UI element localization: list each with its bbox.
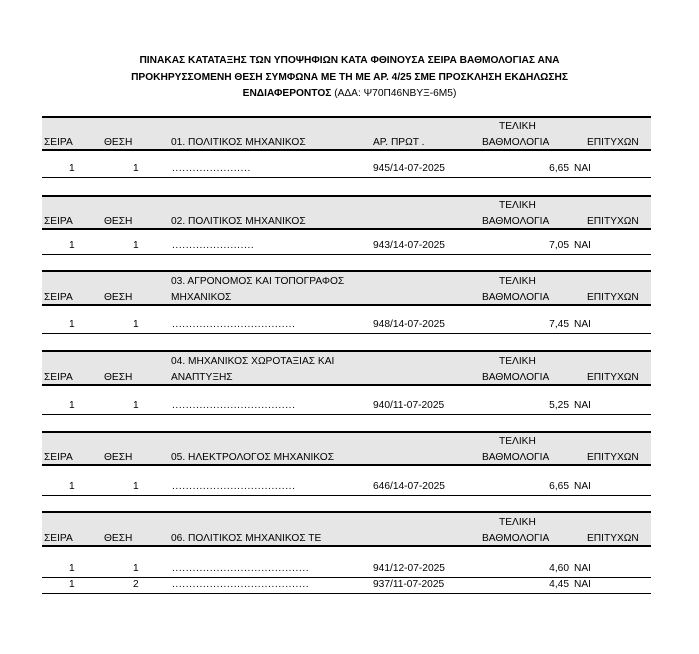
table-row [42, 318, 651, 334]
title-line-2: ΠΡΟΚΗΡΥΣΣΟΜΕΝΗ ΘΕΣΗ ΣΥΜΦΩΝΑ ΜΕ ΤΗ ΜΕ ΑΡ. 4/25 ΣΜΕ ΠΡΟΣΚΛΗΣΗ ΕΚΔΗΛΩΣΗΣ [131, 71, 568, 83]
table-header [42, 116, 651, 151]
cell-candidate-placeholder: ........................................ [172, 579, 310, 590]
cell-score: 4,45 [549, 579, 569, 590]
col-header-vathmologia: ΒΑΘΜΟΛΟΓΙΑ [482, 533, 550, 544]
cell-candidate-placeholder: ........................ [172, 240, 255, 251]
cell-ar-prot: 937/11-07-2025 [373, 579, 445, 590]
position-title: 06. ΠΟΛΙΤΙΚΟΣ ΜΗΧΑΝΙΚΟΣ ΤΕ [171, 533, 322, 544]
cell-epityxon: ΝΑΙ [574, 163, 591, 174]
cell-epityxon: ΝΑΙ [574, 400, 591, 411]
title-line-3 [0, 86, 699, 103]
col-header-teliki: ΤΕΛΙΚΗ [499, 356, 536, 367]
cell-epityxon: ΝΑΙ [574, 319, 591, 330]
col-header-vathmologia: ΒΑΘΜΟΛΟΓΙΑ [482, 292, 550, 303]
table-header [42, 431, 651, 466]
col-header-ar-prot: ΑΡ. ΠΡΩΤ . [373, 137, 425, 148]
cell-seira: 1 [69, 319, 75, 330]
cell-score: 6,65 [549, 163, 569, 174]
position-title-line-1: 04. ΜΗΧΑΝΙΚΟΣ ΧΩΡΟΤΑΞΙΑΣ ΚΑΙ [171, 356, 335, 367]
col-header-epityxon: ΕΠΙΤΥΧΩΝ [587, 372, 639, 383]
table-row [42, 399, 651, 415]
col-header-seira: ΣΕΙΡΑ [44, 137, 73, 148]
cell-epityxon: ΝΑΙ [574, 563, 591, 574]
position-title: 01. ΠΟΛΙΤΙΚΟΣ ΜΗΧΑΝΙΚΟΣ [171, 137, 306, 148]
col-header-vathmologia: ΒΑΘΜΟΛΟΓΙΑ [482, 137, 550, 148]
cell-thesi: 1 [133, 481, 139, 492]
title-line-1: ΠΙΝΑΚΑΣ ΚΑΤΑΤΑΞΗΣ ΤΩΝ ΥΠΟΨΗΦΙΩΝ ΚΑΤΑ ΦΘΙΝΟΥΣΑ ΣΕΙΡΑ ΒΑΘΜΟΛΟΓΙΑΣ ΑΝΑ [139, 55, 560, 66]
cell-candidate-placeholder: ....................... [172, 163, 251, 174]
table-header [42, 195, 651, 230]
col-header-teliki: ΤΕΛΙΚΗ [499, 121, 536, 132]
cell-thesi: 1 [133, 240, 139, 251]
col-header-thesi: ΘΕΣΗ [104, 137, 133, 148]
col-header-thesi: ΘΕΣΗ [104, 372, 133, 383]
title-line-3-bold: ΕΝΔΙΑΦΕΡΟΝΤΟΣ [242, 88, 332, 99]
cell-ar-prot: 943/14-07-2025 [373, 240, 445, 251]
col-header-teliki: ΤΕΛΙΚΗ [499, 436, 536, 447]
cell-candidate-placeholder: .................................... [172, 481, 296, 492]
cell-thesi: 1 [133, 163, 139, 174]
col-header-epityxon: ΕΠΙΤΥΧΩΝ [587, 292, 639, 303]
cell-thesi: 1 [133, 563, 139, 574]
cell-candidate-placeholder: ........................................ [172, 563, 310, 574]
cell-ar-prot: 948/14-07-2025 [373, 319, 445, 330]
document-title [0, 53, 699, 103]
col-header-teliki: ΤΕΛΙΚΗ [499, 276, 536, 287]
cell-thesi: 1 [133, 400, 139, 411]
col-header-teliki: ΤΕΛΙΚΗ [499, 200, 536, 211]
cell-epityxon: ΝΑΙ [574, 481, 591, 492]
col-header-vathmologia: ΒΑΘΜΟΛΟΓΙΑ [482, 216, 550, 227]
position-title-line-2: ΑΝΑΠΤΥΞΗΣ [171, 372, 233, 383]
cell-score: 5,25 [549, 400, 569, 411]
table-row [42, 562, 651, 578]
table-row [42, 239, 651, 255]
col-header-epityxon: ΕΠΙΤΥΧΩΝ [587, 216, 639, 227]
cell-thesi: 2 [133, 579, 139, 590]
col-header-thesi: ΘΕΣΗ [104, 292, 133, 303]
col-header-seira: ΣΕΙΡΑ [44, 452, 73, 463]
table-row [42, 578, 651, 594]
position-title-line-2: ΜΗΧΑΝΙΚΟΣ [171, 292, 232, 303]
col-header-teliki: ΤΕΛΙΚΗ [499, 517, 536, 528]
cell-seira: 1 [69, 163, 75, 174]
table-header [42, 511, 651, 547]
cell-ar-prot: 940/11-07-2025 [373, 400, 445, 411]
cell-epityxon: ΝΑΙ [574, 579, 591, 590]
col-header-epityxon: ΕΠΙΤΥΧΩΝ [587, 452, 639, 463]
title-ada: (ΑΔΑ: Ψ70Π46ΝΒΥΞ-6Μ5) [331, 88, 457, 99]
cell-thesi: 1 [133, 319, 139, 330]
cell-score: 7,05 [549, 240, 569, 251]
table-row [42, 162, 651, 178]
col-header-vathmologia: ΒΑΘΜΟΛΟΓΙΑ [482, 372, 550, 383]
col-header-thesi: ΘΕΣΗ [104, 533, 133, 544]
cell-epityxon: ΝΑΙ [574, 240, 591, 251]
cell-score: 7,45 [549, 319, 569, 330]
col-header-epityxon: ΕΠΙΤΥΧΩΝ [587, 137, 639, 148]
cell-candidate-placeholder: .................................... [172, 319, 296, 330]
position-title: 02. ΠΟΛΙΤΙΚΟΣ ΜΗΧΑΝΙΚΟΣ [171, 216, 306, 227]
cell-seira: 1 [69, 240, 75, 251]
col-header-seira: ΣΕΙΡΑ [44, 216, 73, 227]
table-header [42, 270, 651, 306]
position-title: 05. ΗΛΕΚΤΡΟΛΟΓΟΣ ΜΗΧΑΝΙΚΟΣ [171, 452, 335, 463]
cell-ar-prot: 945/14-07-2025 [373, 163, 445, 174]
cell-ar-prot: 646/14-07-2025 [373, 481, 445, 492]
cell-seira: 1 [69, 579, 75, 590]
table-row [42, 480, 651, 496]
cell-candidate-placeholder: .................................... [172, 400, 296, 411]
col-header-thesi: ΘΕΣΗ [104, 216, 133, 227]
cell-score: 4,60 [549, 563, 569, 574]
cell-seira: 1 [69, 400, 75, 411]
col-header-seira: ΣΕΙΡΑ [44, 292, 73, 303]
col-header-thesi: ΘΕΣΗ [104, 452, 133, 463]
col-header-seira: ΣΕΙΡΑ [44, 372, 73, 383]
cell-seira: 1 [69, 563, 75, 574]
col-header-seira: ΣΕΙΡΑ [44, 533, 73, 544]
col-header-vathmologia: ΒΑΘΜΟΛΟΓΙΑ [482, 452, 550, 463]
cell-ar-prot: 941/12-07-2025 [373, 563, 445, 574]
table-header [42, 350, 651, 386]
position-title-line-1: 03. ΑΓΡΟΝΟΜΟΣ ΚΑΙ ΤΟΠΟΓΡΑΦΟΣ [171, 276, 345, 287]
cell-seira: 1 [69, 481, 75, 492]
col-header-epityxon: ΕΠΙΤΥΧΩΝ [587, 533, 639, 544]
cell-score: 6,65 [549, 481, 569, 492]
